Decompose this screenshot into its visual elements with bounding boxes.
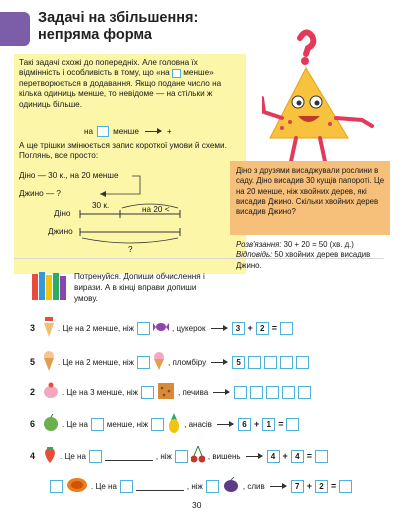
row-text-mid: менше, ніж	[106, 419, 149, 429]
item-icon	[43, 351, 55, 373]
pineapple-icon	[167, 413, 181, 435]
answer-box[interactable]	[266, 386, 279, 399]
item-icon	[43, 382, 59, 402]
answer-box[interactable]	[89, 450, 102, 463]
item-icon	[43, 446, 57, 466]
page-title: Задачі на збільшення: непряма форма	[38, 10, 199, 43]
answer-box[interactable]	[141, 386, 154, 399]
row-text: . Це на 2 менше, ніж	[58, 323, 135, 333]
books-icon	[32, 272, 68, 300]
row-number: 6	[30, 419, 36, 429]
answer-value: 50 хвойних дерев висадив Джино.	[236, 250, 371, 270]
answer-box[interactable]	[50, 480, 63, 493]
item-icon	[43, 317, 55, 339]
row-text-end: , анасів	[184, 419, 212, 429]
solution-label: Розв'язання:	[236, 240, 282, 249]
answer-box[interactable]	[339, 480, 352, 493]
scheme-row-jino: Джино	[48, 227, 73, 236]
answer-box[interactable]	[315, 450, 328, 463]
short-condition-line2: Джино — ?	[19, 189, 61, 198]
row-number: 5	[30, 357, 36, 367]
cookie-icon	[157, 382, 175, 402]
equation-box[interactable]: 5	[232, 356, 245, 369]
answer-box[interactable]	[137, 322, 150, 335]
answer-box[interactable]	[280, 356, 293, 369]
page-number: 30	[192, 500, 202, 510]
arrow-icon	[246, 456, 262, 457]
blank-line[interactable]	[105, 451, 153, 461]
arrow-icon	[211, 362, 227, 363]
answer-box[interactable]	[91, 418, 104, 431]
short-condition-line1: Діно — 30 к., на 20 менше	[19, 171, 119, 180]
operator: =	[331, 481, 337, 491]
answer-box[interactable]	[286, 418, 299, 431]
task-text: Потренуйся. Допиши обчислення і вирази. А в кінці вправи допиши умову.	[74, 272, 205, 303]
answer-box[interactable]	[280, 322, 293, 335]
row-number: 3	[30, 323, 36, 333]
row-text: . Це на 3 менше, ніж	[62, 387, 139, 397]
arrow-icon	[270, 486, 286, 487]
solution-value: 30 + 20 = 50 (хв. д.)	[281, 240, 354, 249]
answer-label: Відповідь:	[236, 250, 273, 260]
equation-box[interactable]: 2	[315, 480, 328, 493]
ice-cream-icon	[153, 352, 165, 372]
equation-box[interactable]: 3	[232, 322, 245, 335]
operator: +	[253, 419, 260, 429]
exercise-row	[30, 352, 309, 372]
scheme-row-dino: Діно	[54, 209, 71, 218]
row-text-end: , пломбіру	[168, 357, 207, 367]
scheme-label-right: на 20 <	[142, 205, 170, 214]
section-divider	[14, 258, 384, 259]
answer-box[interactable]	[137, 356, 150, 369]
scheme-question: ?	[128, 245, 133, 254]
exercise-row	[30, 382, 311, 402]
row-number: 4	[30, 451, 36, 461]
answer-box[interactable]	[248, 356, 261, 369]
arrow-icon	[217, 424, 233, 425]
answer-box[interactable]	[120, 480, 133, 493]
answer-box[interactable]	[151, 418, 164, 431]
exercise-row	[50, 476, 352, 496]
exercise-row	[30, 318, 293, 338]
fruit-icon	[66, 477, 88, 495]
equation-box[interactable]: 4	[267, 450, 280, 463]
answer-box[interactable]	[250, 386, 263, 399]
answer-box[interactable]	[206, 480, 219, 493]
candy-icon	[153, 321, 169, 335]
row-text: . Це на	[60, 451, 86, 461]
operator: =	[271, 323, 278, 333]
answer-box[interactable]	[282, 386, 295, 399]
equation-box[interactable]: 1	[262, 418, 275, 431]
equation-box[interactable]: 4	[291, 450, 304, 463]
answer-box[interactable]	[175, 450, 188, 463]
row-number: 2	[30, 387, 36, 397]
row-text-end: , вишень	[207, 451, 241, 461]
answer-box[interactable]	[234, 386, 247, 399]
answer-box[interactable]	[298, 386, 311, 399]
operator: =	[306, 451, 313, 461]
plum-icon	[222, 477, 240, 495]
row-text: . Це на 2 менше, ніж	[58, 357, 135, 367]
equation-box[interactable]: 7	[291, 480, 304, 493]
row-text-end: , печива	[178, 387, 209, 397]
equation-box[interactable]: 2	[256, 322, 269, 335]
operator: =	[278, 419, 284, 429]
arrow-icon	[211, 328, 227, 329]
row-text: . Це на	[91, 481, 117, 491]
cherry-icon	[191, 446, 205, 466]
answer-box[interactable]	[264, 356, 277, 369]
row-text-mid: , ніж	[186, 481, 203, 491]
scheme-label-top: 30 к.	[92, 201, 110, 210]
exercise-row	[30, 446, 328, 466]
row-text-mid: , ніж	[155, 451, 172, 461]
arrow-icon	[213, 392, 229, 393]
exercise-row	[30, 414, 299, 434]
intro-text-2: А ще трішки змінюється запис короткої умови й схеми. Поглянь, все просто:	[19, 141, 227, 161]
equation-box[interactable]: 6	[238, 418, 251, 431]
problem-text: Діно з друзями висаджували рослини в саду. Діно висадив 30 кущів папороті. Це на 20 менше, ніж хвойних дерев, які висадив Джино. Скільки хвойних дерев висадив Джино?	[236, 166, 385, 217]
rule-scheme: на менше +	[84, 127, 172, 136]
operator: +	[282, 451, 288, 461]
answer-box[interactable]	[296, 356, 309, 369]
row-text: . Це на	[62, 419, 88, 429]
item-icon	[43, 414, 59, 434]
solution-block	[236, 240, 396, 271]
blank-line[interactable]	[136, 481, 184, 491]
row-text-end: , слив	[242, 481, 265, 491]
triangle-mascot-icon	[262, 28, 382, 178]
intro-text: Такі задачі схожі до попередніх. Але головна їх відмінність і особливість в тому, що «на менше» перетворюється в додавання. Якщо подане число на кілька одиниць менше, то невідоме — на стільки ж одиниць більше.	[19, 58, 222, 109]
operator: +	[247, 323, 253, 333]
row-text-end: , цукерок	[172, 323, 206, 333]
operator: +	[306, 481, 313, 491]
